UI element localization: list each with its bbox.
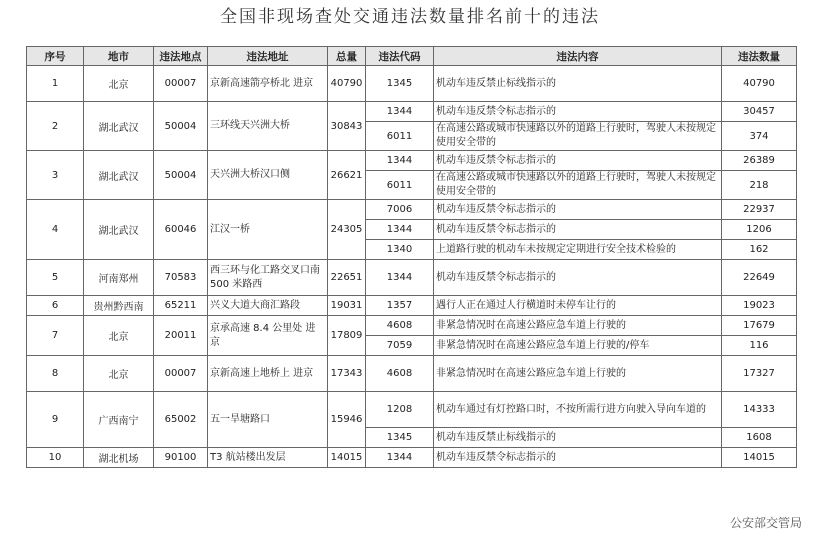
cell-address: 五一旱塘路口 (208, 392, 328, 448)
cell-address: 京新高速上地桥上 进京 (208, 356, 328, 392)
violation-table (26, 46, 797, 468)
cell-violation-code: 1340 (366, 240, 434, 260)
cell-location-code: 90100 (154, 448, 208, 468)
cell-violation-count: 162 (722, 240, 797, 260)
cell-total: 22651 (328, 260, 366, 296)
cell-violation-code: 4608 (366, 316, 434, 336)
cell-violation-content: 机动车违反禁止标线指示的 (434, 428, 722, 448)
cell-city: 北京 (84, 66, 154, 102)
header-location-code: 违法地点 (154, 47, 208, 66)
cell-city: 北京 (84, 356, 154, 392)
cell-no: 8 (27, 356, 84, 392)
cell-violation-content: 机动车违反禁令标志指示的 (434, 220, 722, 240)
cell-violation-count: 40790 (722, 66, 797, 102)
table-row (27, 448, 797, 468)
cell-violation-content: 机动车违反禁令标志指示的 (434, 200, 722, 220)
cell-location-code: 60046 (154, 200, 208, 260)
cell-violation-count: 26389 (722, 151, 797, 171)
cell-violation-code: 7059 (366, 336, 434, 356)
table-body (27, 66, 797, 468)
cell-violation-count: 19023 (722, 296, 797, 316)
cell-violation-code: 1344 (366, 151, 434, 171)
cell-city: 广西南宁 (84, 392, 154, 448)
cell-violation-code: 1344 (366, 102, 434, 122)
cell-address: 江汉一桥 (208, 200, 328, 260)
cell-violation-code: 6011 (366, 171, 434, 200)
cell-total: 17809 (328, 316, 366, 356)
cell-violation-code: 1345 (366, 428, 434, 448)
cell-no: 4 (27, 200, 84, 260)
cell-violation-code: 4608 (366, 356, 434, 392)
cell-violation-count: 17327 (722, 356, 797, 392)
header-address: 违法地址 (208, 47, 328, 66)
cell-location-code: 50004 (154, 102, 208, 151)
cell-no: 6 (27, 296, 84, 316)
cell-violation-content: 机动车违反禁止标线指示的 (434, 66, 722, 102)
cell-violation-content: 上道路行驶的机动车未按规定定期进行安全技术检验的 (434, 240, 722, 260)
watermark: 公安部交管局 (726, 512, 806, 533)
cell-location-code: 65002 (154, 392, 208, 448)
cell-violation-count: 22937 (722, 200, 797, 220)
cell-location-code: 70583 (154, 260, 208, 296)
cell-violation-count: 116 (722, 336, 797, 356)
cell-city: 湖北武汉 (84, 151, 154, 200)
cell-address: 西三环与化工路交叉口南 500 米路西 (208, 260, 328, 296)
cell-no: 10 (27, 448, 84, 468)
page-title: 全国非现场查处交通违法数量排名前十的违法 (220, 7, 600, 27)
cell-violation-count: 1206 (722, 220, 797, 240)
cell-address: 兴义大道大商汇路段 (208, 296, 328, 316)
cell-violation-code: 1345 (366, 66, 434, 102)
table-header-row (27, 47, 797, 66)
cell-violation-content: 在高速公路或城市快速路以外的道路上行驶时，驾驶人未按规定使用安全带的 (434, 122, 722, 151)
table-row (27, 316, 797, 336)
cell-violation-code: 7006 (366, 200, 434, 220)
cell-total: 40790 (328, 66, 366, 102)
cell-violation-content: 机动车违反禁令标志指示的 (434, 151, 722, 171)
cell-violation-content: 在高速公路或城市快速路以外的道路上行驶时，驾驶人未按规定使用安全带的 (434, 171, 722, 200)
cell-no: 9 (27, 392, 84, 448)
cell-violation-count: 30457 (722, 102, 797, 122)
cell-address: 天兴洲大桥汉口侧 (208, 151, 328, 200)
header-violation-count: 违法数量 (722, 47, 797, 66)
cell-city: 北京 (84, 316, 154, 356)
cell-no: 5 (27, 260, 84, 296)
cell-violation-content: 非紧急情况时在高速公路应急车道上行驶的 (434, 356, 722, 392)
cell-total: 15946 (328, 392, 366, 448)
cell-address: 三环线天兴洲大桥 (208, 102, 328, 151)
cell-total: 14015 (328, 448, 366, 468)
cell-violation-count: 17679 (722, 316, 797, 336)
cell-no: 1 (27, 66, 84, 102)
cell-city: 河南郑州 (84, 260, 154, 296)
cell-total: 30843 (328, 102, 366, 151)
cell-violation-count: 374 (722, 122, 797, 151)
cell-no: 3 (27, 151, 84, 200)
header-no: 序号 (27, 47, 84, 66)
cell-total: 24305 (328, 200, 366, 260)
header-violation-code: 违法代码 (366, 47, 434, 66)
cell-violation-code: 1344 (366, 220, 434, 240)
cell-violation-content: 非紧急情况时在高速公路应急车道上行驶的/停车 (434, 336, 722, 356)
cell-no: 7 (27, 316, 84, 356)
cell-violation-content: 遇行人正在通过人行横道时未停车让行的 (434, 296, 722, 316)
cell-violation-code: 1208 (366, 392, 434, 428)
table-row (27, 356, 797, 392)
cell-location-code: 00007 (154, 66, 208, 102)
table-row (27, 392, 797, 428)
cell-city: 湖北机场 (84, 448, 154, 468)
cell-violation-count: 1608 (722, 428, 797, 448)
cell-total: 26621 (328, 151, 366, 200)
cell-violation-content: 非紧急情况时在高速公路应急车道上行驶的 (434, 316, 722, 336)
cell-violation-count: 14015 (722, 448, 797, 468)
cell-location-code: 00007 (154, 356, 208, 392)
cell-address: 京新高速箭亭桥北 进京 (208, 66, 328, 102)
cell-violation-count: 218 (722, 171, 797, 200)
cell-location-code: 50004 (154, 151, 208, 200)
cell-violation-count: 22649 (722, 260, 797, 296)
cell-location-code: 20011 (154, 316, 208, 356)
table-row (27, 66, 797, 102)
header-city: 地市 (84, 47, 154, 66)
cell-address: 京承高速 8.4 公里处 进京 (208, 316, 328, 356)
cell-violation-code: 1357 (366, 296, 434, 316)
cell-city: 湖北武汉 (84, 200, 154, 260)
table-row (27, 102, 797, 122)
cell-violation-content: 机动车违反禁令标志指示的 (434, 260, 722, 296)
cell-no: 2 (27, 102, 84, 151)
cell-violation-content: 机动车违反禁令标志指示的 (434, 448, 722, 468)
cell-location-code: 65211 (154, 296, 208, 316)
table-row (27, 200, 797, 220)
cell-violation-content: 机动车违反禁令标志指示的 (434, 102, 722, 122)
cell-total: 19031 (328, 296, 366, 316)
cell-violation-code: 1344 (366, 260, 434, 296)
cell-violation-code: 1344 (366, 448, 434, 468)
table-row (27, 260, 797, 296)
cell-total: 17343 (328, 356, 366, 392)
header-total: 总量 (328, 47, 366, 66)
table-row (27, 296, 797, 316)
cell-violation-content: 机动车通过有灯控路口时，不按所需行进方向驶入导向车道的 (434, 392, 722, 428)
cell-violation-code: 6011 (366, 122, 434, 151)
table-row (27, 151, 797, 171)
cell-violation-count: 14333 (722, 392, 797, 428)
cell-city: 贵州黔西南 (84, 296, 154, 316)
cell-city: 湖北武汉 (84, 102, 154, 151)
header-violation-content: 违法内容 (434, 47, 722, 66)
cell-address: T3 航站楼出发层 (208, 448, 328, 468)
